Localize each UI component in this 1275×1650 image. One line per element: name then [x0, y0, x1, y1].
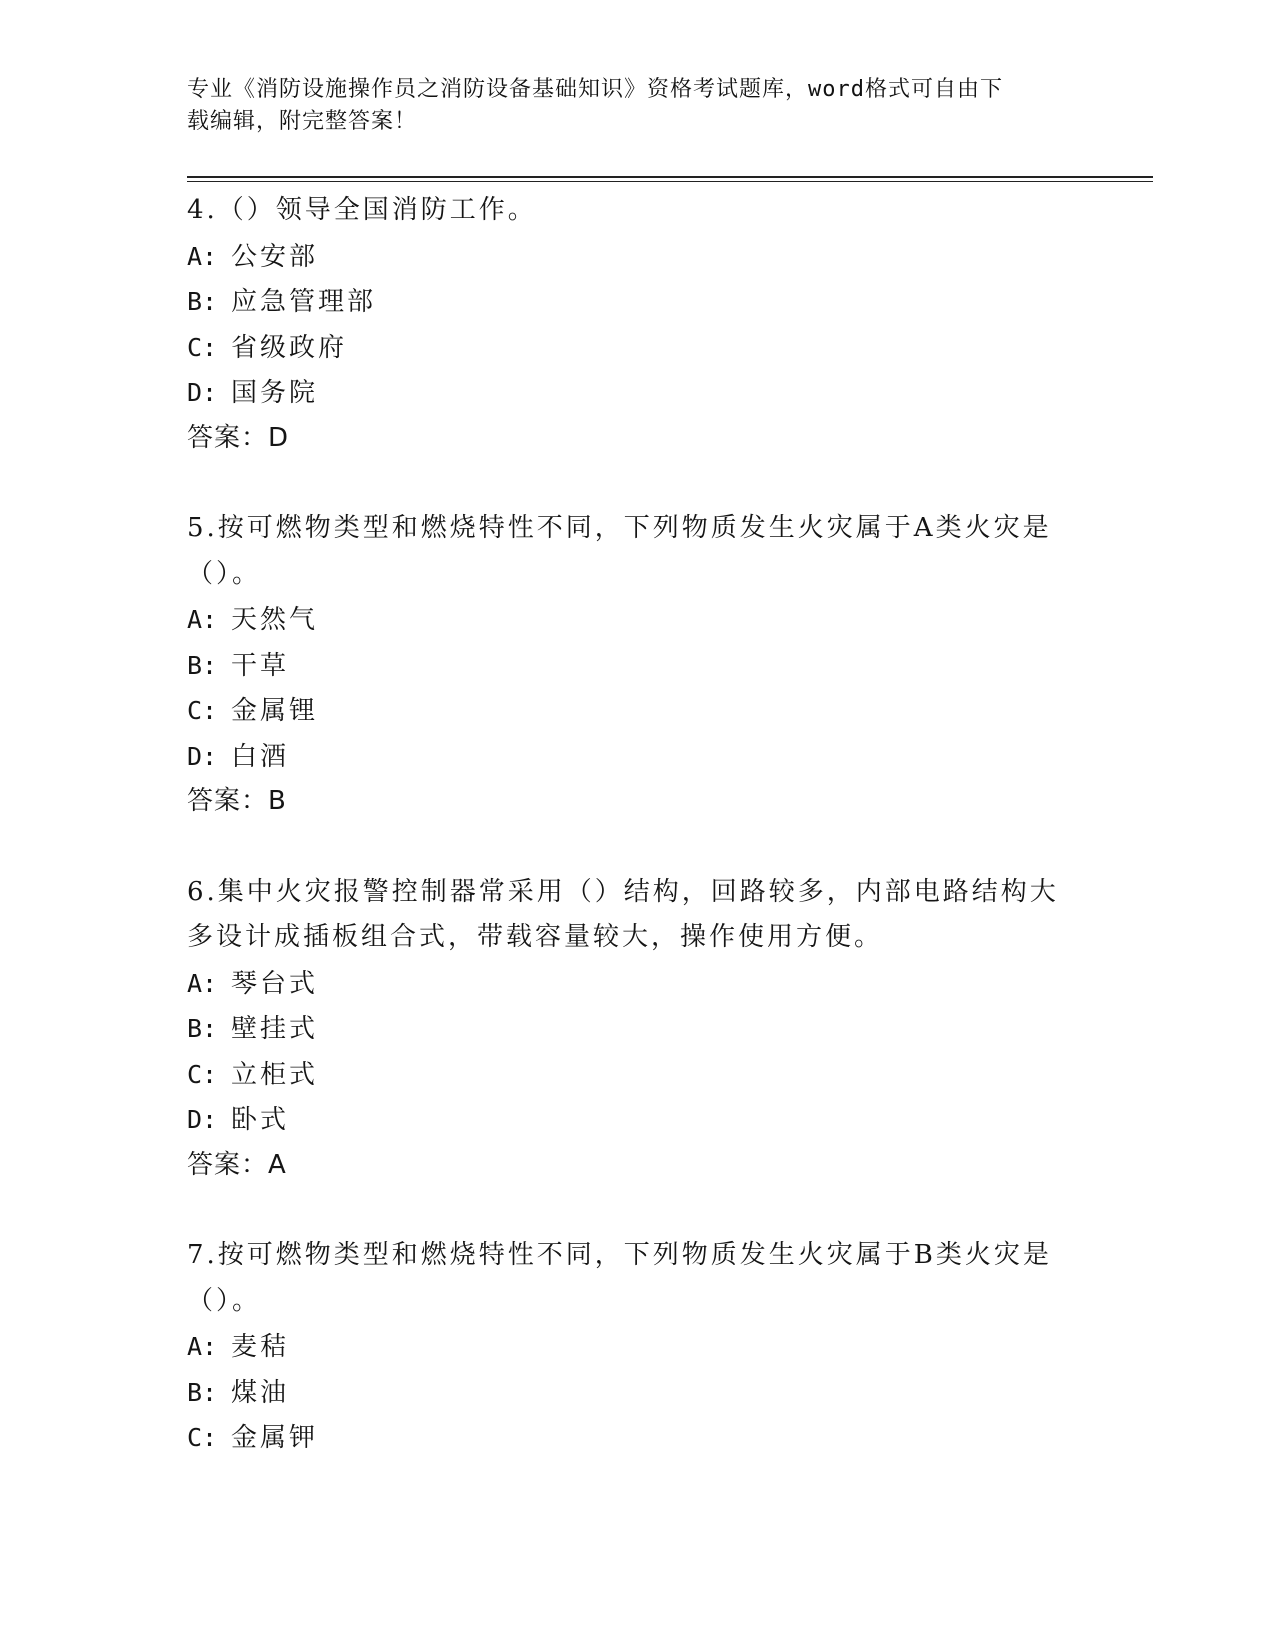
- option-text: 应急管理部: [231, 287, 377, 317]
- option-key: A:: [187, 241, 218, 271]
- option-key: D:: [187, 378, 218, 407]
- option-key: A:: [187, 968, 218, 998]
- option-text: 金属锂: [231, 696, 319, 726]
- header-divider-thin: [187, 181, 1153, 182]
- option-text: 天然气: [231, 605, 319, 635]
- answer-line: 答案：A: [187, 1149, 287, 1180]
- option-key: C:: [187, 332, 218, 362]
- option-key: A:: [187, 1332, 218, 1361]
- question-stem: [187, 506, 1067, 597]
- option-c: [187, 1415, 1067, 1461]
- document-header: [187, 74, 1067, 138]
- option-text: 白酒: [231, 741, 290, 772]
- question-4: [187, 188, 1067, 461]
- question-stem: [187, 1233, 1067, 1324]
- option-c: [187, 1052, 1067, 1098]
- question-stem: [187, 188, 1067, 234]
- option-b: [187, 1370, 1067, 1416]
- option-text: 卧式: [231, 1105, 290, 1135]
- option-text: 麦秸: [231, 1332, 290, 1362]
- option-key: D:: [187, 1105, 218, 1134]
- option-key: B:: [187, 650, 218, 680]
- question-stem-line-2: 多设计成插板组合式，带载容量较大，操作使用方便。: [187, 922, 884, 952]
- option-b: [187, 643, 1067, 689]
- option-text: 琴台式: [231, 968, 319, 999]
- option-b: [187, 1006, 1067, 1052]
- option-key: B:: [187, 287, 218, 316]
- option-text: 干草: [231, 650, 290, 681]
- question-7: [187, 1233, 1067, 1461]
- option-c: [187, 325, 1067, 371]
- option-text: 公安部: [231, 241, 319, 272]
- option-c: [187, 688, 1067, 734]
- header-line-1: 专业《消防设施操作员之消防设备基础知识》资格考试题库，word格式可自由下: [187, 77, 1003, 102]
- question-list: [187, 188, 1067, 1461]
- option-a: [187, 961, 1067, 1007]
- answer-line: 答案：B: [187, 786, 287, 816]
- header-line-2: 载编辑，附完整答案！: [187, 109, 418, 134]
- option-text: 立柜式: [231, 1059, 319, 1090]
- option-key: C:: [187, 1423, 218, 1452]
- option-b: [187, 279, 1067, 325]
- option-key: D:: [187, 741, 218, 771]
- question-5: [187, 506, 1067, 825]
- question-6: [187, 870, 1067, 1189]
- option-key: B:: [187, 1014, 218, 1043]
- option-a: [187, 234, 1067, 280]
- answer-line: 答案：D: [187, 422, 290, 453]
- question-stem-line-1: 7.按可燃物类型和燃烧特性不同，下列物质发生火灾属于B类火灾是: [187, 1240, 1052, 1270]
- option-text: 国务院: [231, 378, 319, 408]
- option-a: [187, 597, 1067, 643]
- question-stem-line-2: （）。: [187, 558, 262, 589]
- option-d: [187, 370, 1067, 416]
- option-d: [187, 1097, 1067, 1143]
- spacer: [187, 461, 1067, 506]
- option-text: 煤油: [231, 1377, 290, 1408]
- option-text: 金属钾: [231, 1423, 319, 1453]
- question-stem-line-1: 4.（）领导全国消防工作。: [187, 195, 537, 225]
- option-key: C:: [187, 696, 218, 725]
- option-key: A:: [187, 605, 218, 634]
- option-text: 壁挂式: [231, 1014, 319, 1044]
- option-key: B:: [187, 1377, 218, 1407]
- question-stem: [187, 870, 1067, 961]
- question-stem-line-1: 6.集中火灾报警控制器常采用（）结构，回路较多，内部电路结构大: [187, 876, 1059, 907]
- option-text: 省级政府: [231, 332, 348, 363]
- option-d: [187, 734, 1067, 780]
- spacer: [187, 825, 1067, 870]
- question-stem-line-2: （）。: [187, 1285, 262, 1316]
- question-stem-line-1: 5.按可燃物类型和燃烧特性不同，下列物质发生火灾属于A类火灾是: [187, 513, 1052, 543]
- spacer: [187, 1188, 1067, 1233]
- option-key: C:: [187, 1059, 218, 1089]
- option-a: [187, 1324, 1067, 1370]
- header-divider-thick: [187, 176, 1153, 178]
